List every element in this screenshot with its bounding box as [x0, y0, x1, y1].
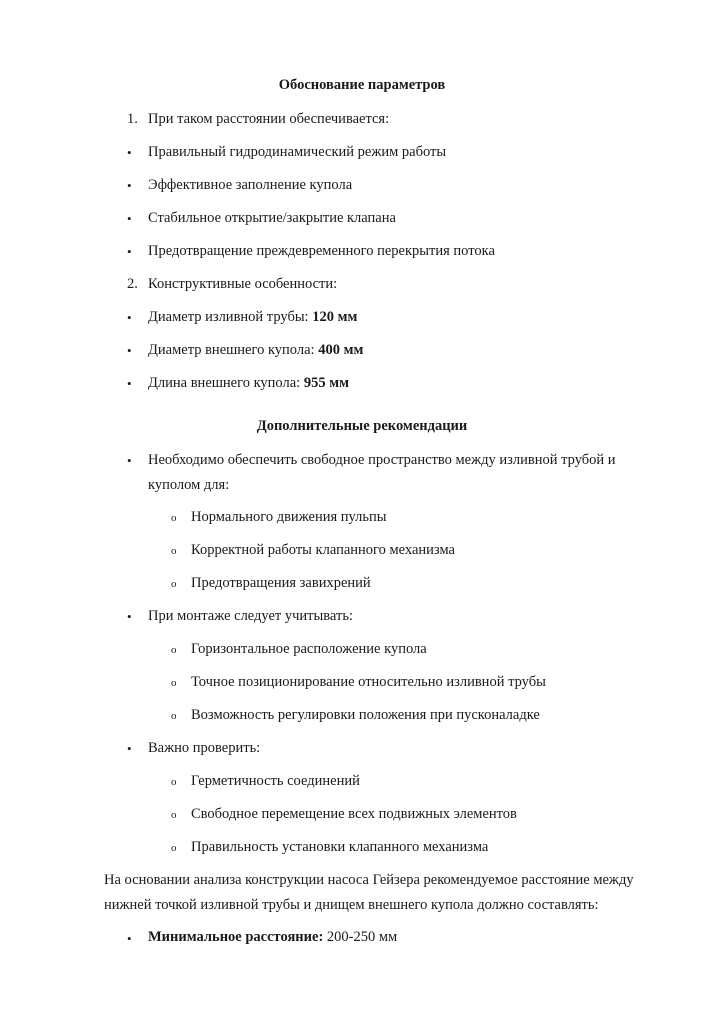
bullet-marker: •: [127, 609, 132, 624]
bullet-marker: •: [127, 931, 132, 946]
circle-marker: o: [171, 512, 177, 524]
sublist-item: Предотвращения завихрений: [191, 575, 371, 591]
spec-label: Диаметр изливной трубы:: [148, 309, 313, 325]
section-title-parameters: Обоснование параметров: [278, 77, 446, 93]
spec-label: Диаметр внешнего купола:: [148, 342, 319, 358]
circle-marker: o: [171, 677, 177, 689]
sublist-item: Горизонтальное расположение купола: [191, 641, 427, 657]
sublist-item: Нормального движения пульпы: [191, 509, 387, 525]
circle-marker: o: [171, 545, 177, 557]
spec-label: Длина внешнего купола:: [148, 375, 304, 391]
bullet-marker: •: [127, 376, 132, 391]
bullet-marker: •: [127, 310, 132, 325]
bullet-marker: •: [127, 178, 132, 193]
list-item-text: При монтаже следует учитывать:: [148, 608, 353, 624]
list-item-text: Правильный гидродинамический режим работы: [148, 144, 447, 160]
list-item-text: Конструктивные особенности:: [148, 276, 338, 292]
circle-marker: o: [171, 710, 177, 722]
list-item-text: При таком расстоянии обеспечивается:: [148, 111, 390, 127]
sublist-item: Точное позиционирование относительно изливной трубы: [191, 674, 546, 690]
list-item-text: Необходимо обеспечить свободное пространство между изливной трубой и: [148, 452, 616, 468]
list-item-text: Важно проверить:: [148, 740, 261, 756]
list-item-text: Стабильное открытие/закрытие клапана: [148, 210, 396, 226]
sublist-item: Свободное перемещение всех подвижных элементов: [191, 806, 517, 822]
bullet-marker: •: [127, 453, 132, 468]
spec-item: [148, 375, 349, 392]
conclusion-paragraph-line: На основании анализа конструкции насоса Гейзера рекомендуемое расстояние между: [104, 872, 634, 888]
spec-value: 120 мм: [312, 309, 358, 325]
bullet-marker: •: [127, 741, 132, 756]
spec-item: [148, 309, 357, 326]
list-number: 2.: [127, 276, 138, 292]
sublist-item: Правильность установки клапанного механизма: [191, 839, 489, 855]
list-item-text: Эффективное заполнение купола: [148, 177, 353, 193]
spec-value: 955 мм: [303, 375, 349, 391]
spec-item: [148, 342, 363, 359]
section-title-recommendations: Дополнительные рекомендации: [256, 418, 468, 434]
bullet-marker: •: [127, 343, 132, 358]
min-distance-label: Минимальное расстояние:: [148, 929, 324, 945]
circle-marker: o: [171, 842, 177, 854]
circle-marker: o: [171, 578, 177, 590]
circle-marker: o: [171, 809, 177, 821]
circle-marker: o: [171, 776, 177, 788]
min-distance-item: [148, 929, 397, 946]
bullet-marker: •: [127, 145, 132, 160]
bullet-marker: •: [127, 211, 132, 226]
conclusion-paragraph-line: нижней точкой изливной трубы и днищем внешнего купола должно составлять:: [104, 897, 599, 913]
sublist-item: Возможность регулировки положения при пусконаладке: [191, 707, 540, 723]
list-item-text-continued: куполом для:: [148, 477, 230, 493]
sublist-item: Герметичность соединений: [191, 773, 360, 789]
list-number: 1.: [127, 111, 138, 127]
min-distance-value: 200-250 мм: [323, 929, 398, 945]
sublist-item: Корректной работы клапанного механизма: [191, 542, 455, 558]
spec-value: 400 мм: [318, 342, 364, 358]
list-item-text: Предотвращение преждевременного перекрытия потока: [148, 243, 495, 259]
circle-marker: o: [171, 644, 177, 656]
bullet-marker: •: [127, 244, 132, 259]
